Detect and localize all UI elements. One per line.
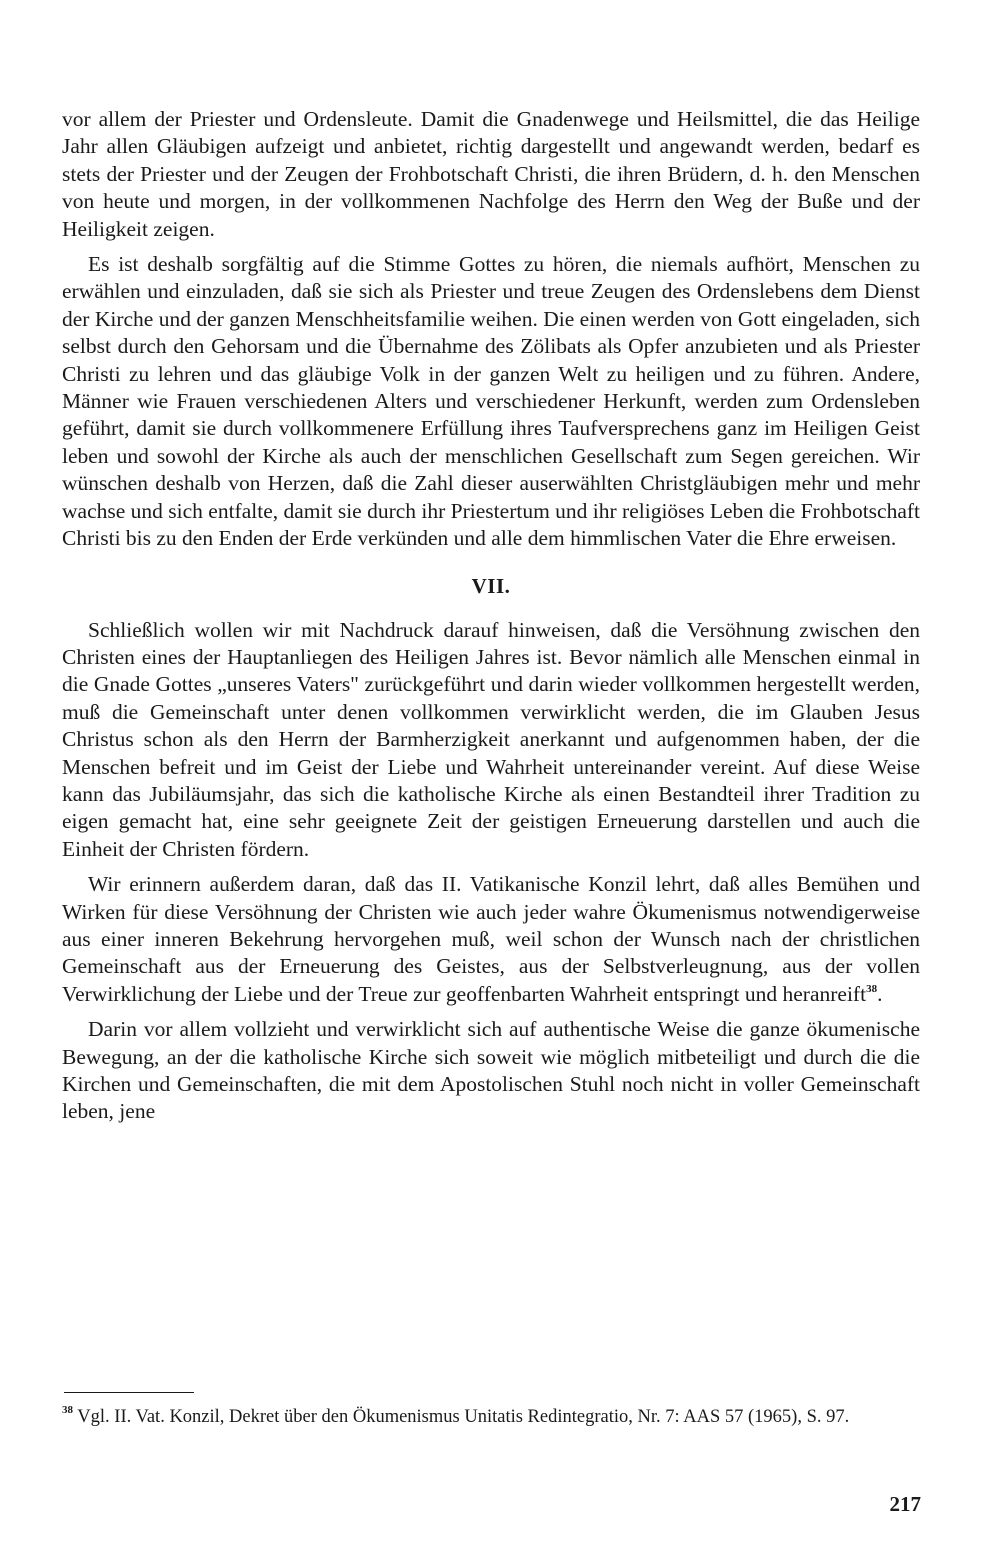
paragraph-4-text: Wir erinnern außerdem daran, daß das II. Vatikanische Konzil lehrt, daß alles Bemühen und Wirken für diese Versöhnung der Christen wie auch jeder wahre Ökumenismus notwendigerweise aus einer inneren Bekehrung hervorgehen muß, weil schon der Wunsch nach der christlichen Gemeinschaft aus der Erneuerung des Geistes, aus der Selbstverleugnung, aus der vollen Verwirklichung der Liebe und der Treue zur geoffenbarten Wahrheit entspringt und heranreift: [62, 872, 920, 1006]
paragraph-1: vor allem der Priester und Ordensleute. Damit die Gnadenwege und Heilsmittel, die das Heilige Jahr allen Gläubigen aufzeigt und anbietet, richtig dargestellt und angewandt werden, bedarf es stets der Priester und der Zeugen der Frohbotschaft Christi, die ihren Brüdern, d. h. den Menschen von heute und morgen, in der vollkommenen Nachfolge des Herrn den Weg der Buße und der Heiligkeit zeigen.: [62, 107, 920, 241]
paragraph-5: Darin vor allem vollzieht und verwirklicht sich auf authentische Weise die ganze ökumenische Bewegung, an der die katholische Kirche sich soweit wie möglich mitbeteiligt und durch die die Kirchen und Gemeinschaften, die mit dem Apostolischen Stuhl noch nicht in voller Gemeinschaft leben, jene: [62, 1017, 920, 1124]
footnote-divider: [64, 1392, 194, 1393]
section-heading: VII.: [471, 573, 511, 598]
footnote-reference[interactable]: 38: [866, 982, 878, 995]
footnote-text: Vgl. II. Vat. Konzil, Dekret über den Ökumenismus Unitatis Redintegratio, Nr. 7: AAS 57 (1965), S. 97.: [73, 1407, 850, 1427]
page-number: 217: [889, 1492, 921, 1516]
footnote-number: 38: [62, 1404, 73, 1416]
paragraph-3: Schließlich wollen wir mit Nachdruck darauf hinweisen, daß die Versöhnung zwischen den Christen eines der Hauptanliegen des Heiligen Jahres ist. Bevor nämlich alle Menschen einmal in die Gnade Gottes „unseres Vaters" zurückgeführt und darin wieder vollkommen hergestellt werden, muß die Gemeinschaft unter denen vollkommen verwirklicht werden, die im Glauben Jesus Christus schon als den Herrn der Barmherzigkeit anerkannt und aufgenommen haben, der die Menschen befreit und im Geist der Liebe und Wahrheit untereinander vereint. Auf diese Weise kann das Jubiläumsjahr, das sich die katholische Kirche als einen Bestandteil ihrer Tradition zu eigen gemacht hat, eine sehr geeignete Zeit der geistigen Erneuerung darstellen und auch die Einheit der Christen fördern.: [62, 617, 920, 861]
paragraph-2: Es ist deshalb sorgfältig auf die Stimme Gottes zu hören, die niemals aufhört, Menschen zu erwählen und einzuladen, daß sie sich als Priester und treue Zeugen des Ordenslebens dem Dienst der Kirche und der ganzen Menschheitsfamilie weihen. Die einen werden von Gott eingeladen, sich selbst durch den Gehorsam und die Übernahme des Zölibats als Opfer anzubieten und als Priester Christi zu lehren und das gläubige Volk in der ganzen Welt zu heiligen und zu führen. Andere, Männer wie Frauen verschiedenen Alters und verschiedener Herkunft, werden zum Ordensleben geführt, damit sie durch vollkommenere Erfüllung ihres Taufversprechens ganz im Heiligen Geist leben und sowohl der Kirche als auch der menschlichen Gesellschaft zum Segen gereichen. Wir wünschen deshalb von Herzen, daß die Zahl dieser auserwählten Christgläubigen mehr und mehr wachse und sich entfalte, damit sie durch ihr Priestertum und ihr religiöses Leben die Frohbotschaft Christi bis zu den Enden der Erde verkünden und alle dem himmlischen Vater die Ehre erweisen.: [62, 252, 920, 551]
page-body: [62, 106, 920, 1126]
footnote: [62, 1405, 920, 1430]
paragraph-4: [62, 871, 920, 1008]
paragraph-4-end: .: [877, 981, 883, 1006]
